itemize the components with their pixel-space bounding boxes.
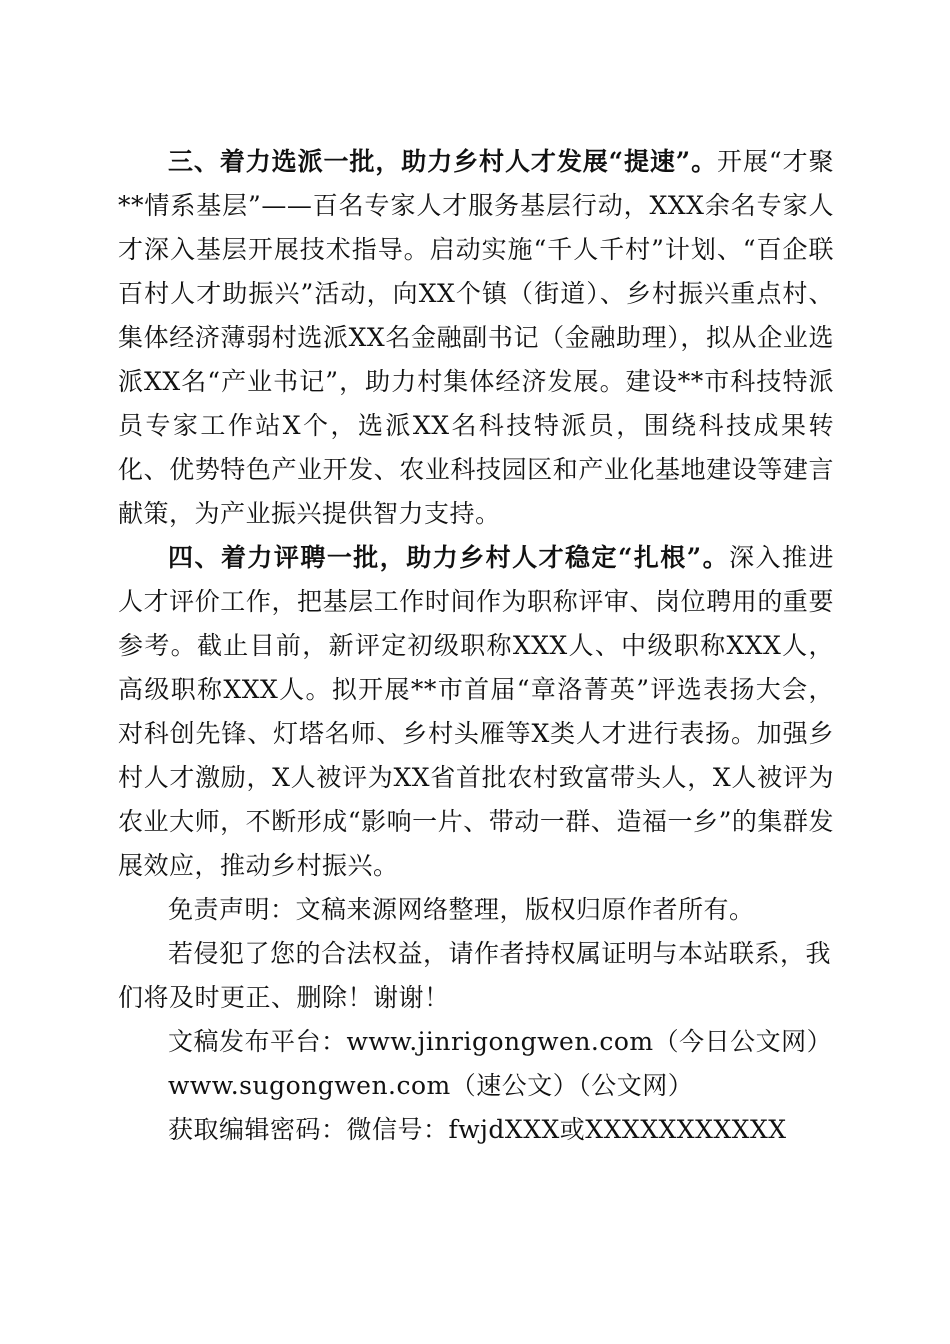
paragraph-four-body: 深入推进人才评价工作，把基层工作时间作为职称评审、岗位聘用的重要参考。截止目前，新评定初级职称XXX人、中级职称XXX人，高级职称XXX人。拟开展**市首届“章洛菁英”评选表扬大会，对科创先锋、灯塔名师、乡村头雁等X类人才进行表扬。加强乡村人才激励，X人被评为XX省首批农村致富带头人，X人被评为农业大师，不断形成“影响一片、带动一群、造福一乡”的集群发展效应，推动乡村振兴。 <box>118 543 834 880</box>
disclaimer-text: 免责声明：文稿来源网络整理，版权归原作者所有。 <box>168 895 755 924</box>
platform-text-2: www.sugongwen.com（速公文）（公文网） <box>168 1071 694 1100</box>
paragraph-three-body: 开展“才聚**情系基层”——百名专家人才服务基层行动，XXX余名专家人才深入基层开展技术指导。启动实施“千人千村”计划、“百企联百村人才助振兴”活动，向XX个镇（街道）、乡村振兴重点村、集体经济薄弱村选派XX名金融副书记（金融助理），拟从企业选派XX名“产业书记”，助力村集体经济发展。建设**市科技特派员专家工作站X个，选派XX名科技特派员，围绕科技成果转化、优势特色产业开发、农业科技园区和产业化基地建设等建言献策，为产业振兴提供智力支持。 <box>118 147 834 528</box>
paragraph-four <box>118 536 834 888</box>
infringement-text: 若侵犯了您的合法权益，请作者持权属证明与本站联系，我们将及时更正、删除！谢谢！ <box>118 939 832 1012</box>
document-page <box>118 140 834 1152</box>
platform-text: 文稿发布平台：www.jinrigongwen.com（今日公文网） <box>168 1027 833 1056</box>
paragraph-three <box>118 140 834 536</box>
paragraph-three-heading: 三、着力选派一批，助力乡村人才发展“提速”。 <box>168 147 718 176</box>
password-text: 获取编辑密码：微信号：fwjdXXX或XXXXXXXXXXX <box>168 1115 787 1144</box>
paragraph-four-heading: 四、着力评聘一批，助力乡村人才稳定“扎根”。 <box>168 543 730 572</box>
